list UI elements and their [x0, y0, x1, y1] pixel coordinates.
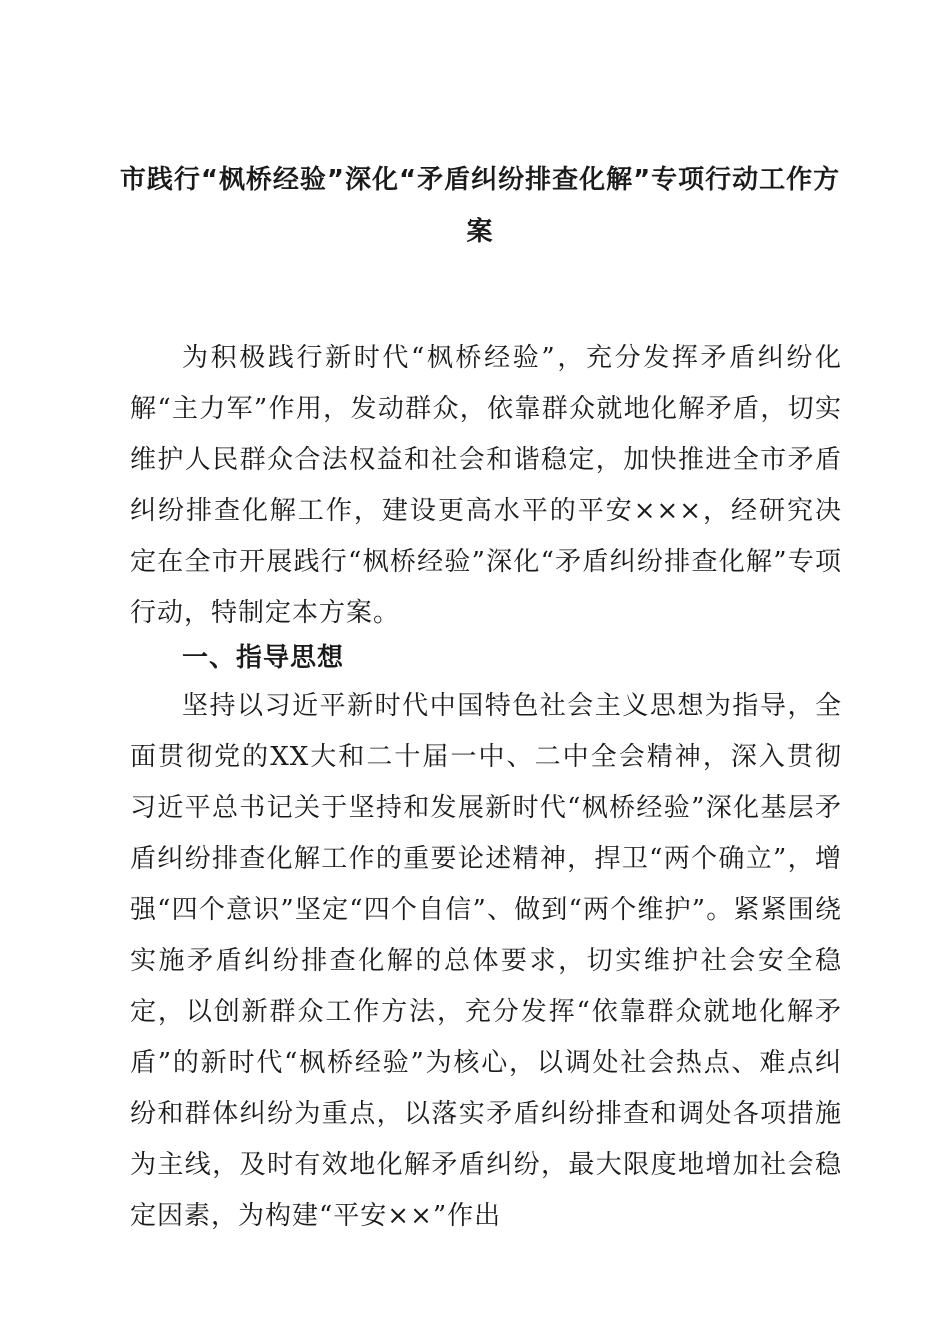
section-heading-guiding-ideology: 一、指导思想: [182, 643, 345, 673]
section-paragraph-guiding-ideology: 坚持以习近平新时代中国特色社会主义思想为指导，全面贯彻党的XX大和二十届一中、二中全会精神，深入贯彻习近平总书记关于坚持和发展新时代“枫桥经验”深化基层矛盾纠纷排查化解工作的重要论述精神，捍卫“两个确立”，增强“四个意识”坚定“四个自信”、做到“两个维护”。紧紧围绕实施矛盾纠纷排查化解的总体要求，切实维护社会安全稳定，以创新群众工作方法，充分发挥“依靠群众就地化解矛盾”的新时代“枫桥经验”为核心，以调处社会热点、难点纠纷和群体纠纷为重点，以落实矛盾纠纷排查和调处各项措施为主线，及时有效地化解矛盾纠纷，最大限度地增加社会稳定因素，为构建“平安××”作出: [130, 691, 842, 1231]
intro-paragraph: 为积极践行新时代“枫桥经验”，充分发挥矛盾纠纷化解“主力军”作用，发动群众，依靠群众就地化解矛盾，切实维护人民群众合法权益和社会和谐稳定，加快推进全市矛盾纠纷排查化解工作，建设更高水平的平安×××，经研究决定在全市开展践行“枫桥经验”深化“矛盾纠纷排查化解”专项行动，特制定本方案。: [130, 343, 842, 628]
document-title: 市践行“枫桥经验”深化“矛盾纠纷排查化解”专项行动工作方案: [119, 165, 841, 247]
